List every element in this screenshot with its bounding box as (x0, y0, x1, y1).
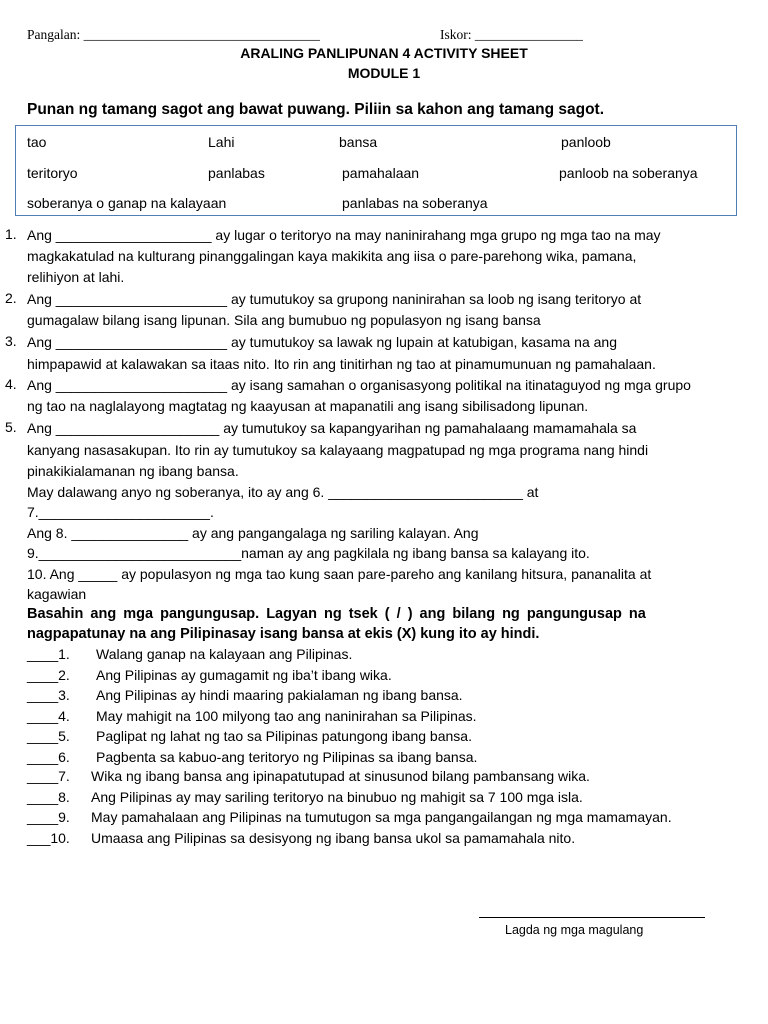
part1-instruction: Punan ng tamang sagot ang bawat puwang. Piliin sa kahon ang tamang sagot. (27, 101, 605, 118)
question-3-line: himpapawid at kalawakan sa itaas nito. Ito rin ang tinitirhan ng tao at pinamumunuan ng pamahalaan. (27, 356, 656, 372)
question-number: 1. (5, 226, 17, 242)
question-3-line: Ang ______________________ ay tumutukoy sa lawak ng lupain at katubigan, kasama na ang (27, 334, 618, 350)
part2-instruction: Basahin ang mga pangungusap. Lagyan ng tsek ( / ) ang bilang ng pangungusap na (27, 606, 646, 622)
question-10-line: 10. Ang _____ ay populasyon ng mga tao kung saan pare-pareho ang kanilang hitsura, pananalita at (27, 566, 652, 582)
sheet-title: ARALING PANLIPUNAN 4 ACTIVITY SHEET (240, 45, 528, 61)
word-bank-item: panlabas (208, 165, 265, 181)
part2-statement: Walang ganap na kalayaan ang Pilipinas. (96, 646, 353, 662)
part2-statement: Umaasa ang Pilipinas sa desisyong ng ibang bansa ukol sa pamamahala nito. (91, 830, 576, 846)
word-bank-box (15, 125, 737, 216)
part2-statement: Wika ng ibang bansa ang ipinapatutupad at sinusunod bilang pambansang wika. (91, 768, 590, 784)
question-number: 5. (5, 419, 17, 435)
question-7-line: 7.______________________. (27, 504, 214, 520)
part2-blank: ____1. (27, 646, 70, 662)
question-2-line: Ang ______________________ ay tumutukoy sa grupong naninirahan sa loob ng isang teritoryo at (27, 291, 642, 307)
question-5-line: pinakikialamanan ng ibang bansa. (27, 463, 239, 479)
question-10-line: kagawian (27, 586, 87, 602)
question-number: 4. (5, 376, 17, 392)
question-1-line: relihiyon at lahi. (27, 269, 125, 285)
word-bank-item: pamahalaan (342, 165, 420, 181)
part2-statement: May mahigit na 100 milyong tao ang naninirahan sa Pilipinas. (96, 708, 477, 724)
question-5-line: kanyang nasasakupan. Ito rin ay tumutukoy sa kalayaang magpatupad ng mga programa nang hindi (27, 442, 649, 458)
word-bank-item: teritoryo (27, 165, 78, 181)
part2-blank: ____3. (27, 687, 70, 703)
word-bank-item: Lahi (208, 134, 235, 150)
part2-statement: Ang Pilipinas ay hindi maaring pakialaman ng ibang bansa. (96, 687, 463, 703)
part2-statement: Ang Pilipinas ay may sariling teritoryo na binubuo ng mahigit sa 7 100 mga isla. (91, 789, 583, 805)
question-number: 2. (5, 290, 17, 306)
question-1-line: Ang ____________________ ay lugar o teritoryo na may naninirahang mga grupo ng mga tao na may (27, 227, 661, 243)
part2-blank: ____5. (27, 728, 70, 744)
signature-label: Lagda ng mga magulang (505, 923, 644, 937)
word-bank-item: tao (27, 134, 47, 150)
part2-blank: ____8. (27, 789, 70, 805)
name-field-label: Pangalan: ___________________________________ (27, 27, 320, 42)
question-4-line: ng tao na naglalayong magtatag ng kaayusan at mapanatili ang isang sibilisadong lipunan. (27, 398, 589, 414)
part2-statement: Pagbenta sa kabuo-ang teritoryo ng Pilipinas sa ibang bansa. (96, 749, 478, 765)
module-title: MODULE 1 (347, 65, 421, 81)
part2-blank: ____6. (27, 749, 70, 765)
part2-statement: Paglipat ng lahat ng tao sa Pilipinas patungong ibang bansa. (96, 728, 472, 744)
question-4-line: Ang ______________________ ay isang samahan o organisasyong politikal na itinataguyod ng mga grupo (27, 377, 691, 393)
part2-instruction: nagpapatunay na ang Pilipinasay isang bansa at ekis (X) kung ito ay hindi. (27, 626, 540, 642)
signature-line (479, 917, 705, 918)
question-5-line: Ang _____________________ ay tumutukoy sa kapangyarihan ng pamahalaang mamamahala sa (27, 420, 637, 436)
part2-statement: May pamahalaan ang Pilipinas na tumutugon sa mga pangangailangan ng mga mamamayan. (91, 809, 672, 825)
part2-blank: ____4. (27, 708, 70, 724)
word-bank-item: panloob na soberanya (559, 165, 698, 181)
part2-blank: ___10. (27, 830, 70, 846)
question-9-line: 9.__________________________naman ay ang pagkilala ng ibang bansa sa kalayang ito. (27, 545, 590, 561)
score-field-label: Iskor: ________________ (440, 27, 583, 42)
word-bank-item: soberanya o ganap na kalayaan (27, 195, 227, 211)
question-number: 3. (5, 333, 17, 349)
part2-blank: ____7. (27, 768, 70, 784)
part2-blank: ____2. (27, 667, 70, 683)
part2-blank: ____9. (27, 809, 70, 825)
question-1-line: magkakatulad na kulturang pinanggalingan kaya makikita ang iisa o pare-parehong wika, pamana, (27, 248, 637, 264)
word-bank-item: bansa (339, 134, 378, 150)
question-2-line: gumagalaw bilang isang lipunan. Sila ang bumubuo ng populasyon ng isang bansa (27, 312, 541, 328)
word-bank-item: panlabas na soberanya (342, 195, 488, 211)
question-6-7-line: May dalawang anyo ng soberanya, ito ay ang 6. _________________________ at (27, 484, 539, 500)
question-8-line: Ang 8. _______________ ay ang pangangalaga ng sariling kalayan. Ang (27, 525, 479, 541)
word-bank-item: panloob (561, 134, 611, 150)
part2-statement: Ang Pilipinas ay gumagamit ng iba’t ibang wika. (96, 667, 392, 683)
